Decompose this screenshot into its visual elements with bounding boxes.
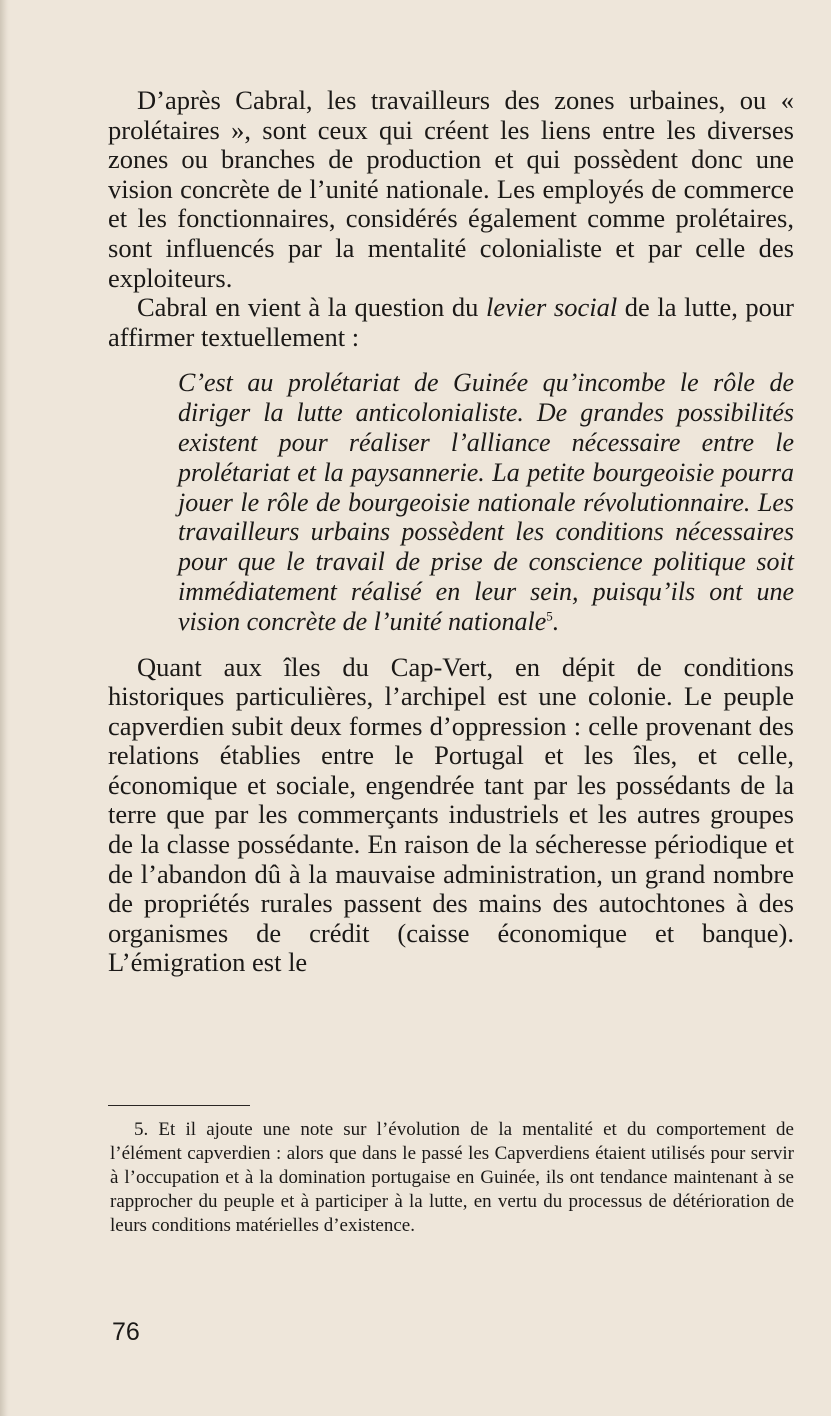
paragraph-2-emphasis: levier social: [485, 292, 618, 323]
page-body: [108, 86, 794, 978]
block-quote-text: C’est au prolétariat de Guinée qu’incombe le rôle de diriger la lutte anticolonialiste. De grandes possibilités existent pour réaliser l’alliance nécessaire entre le prolétariat et la paysannerie. La petite bourgeoisie pourra jouer le rôle de bourgeoisie nationale révolutionnaire. Les travailleurs urbains possèdent les conditions nécessaires pour que le travail de prise de conscience politique soit immédiatement réalisé en leur sein, puisqu’ils ont une vision concrète de l’unité nationale: [178, 368, 794, 636]
block-quote-end: .: [552, 606, 560, 636]
page-number: 76: [112, 1318, 140, 1346]
paragraph-2-start: Cabral en vient à la question du: [137, 292, 486, 323]
paragraph-1: D’après Cabral, les travailleurs des zones urbaines, ou « prolétaires », sont ceux qui créent les liens entre les diverses zones ou branches de production et qui possèdent donc une vision concrète de l’unité nationale. Les employés de commerce et les fonctionnaires, considérés également comme prolétaires, sont influencés par la mentalité colonialiste et par celle des exploiteurs.: [108, 85, 794, 293]
paragraph-2-end: de la lutte, pour affirmer textuellement :: [108, 292, 795, 352]
paragraph-2: [108, 293, 794, 352]
page-edge-shadow: [0, 0, 10, 1416]
block-quote: [178, 368, 794, 636]
footnote: 5. Et il ajoute une note sur l’évolution de la mentalité et du comportement de l’élément capverdien : alors que dans le passé les Capverdiens étaient utilisés pour servir à l’occupation et à la domination portugaise en Guinée, ils ont tendance maintenant à se rapprocher du peuple et à participer à la lutte, en vertu du processus de détérioration de leurs conditions matérielles d’existence.: [110, 1119, 794, 1236]
footnote-separator: [108, 1105, 250, 1106]
paragraph-3: Quant aux îles du Cap-Vert, en dépit de conditions historiques particulières, l’archipel est une colonie. Le peuple capverdien subit deux formes d’oppression : celle provenant des relations établies entre le Portugal et les îles, et celle, économique et sociale, engendrée tant par les possédants de la terre que par les commerçants industriels et les autres groupes de la classe possédante. En raison de la sécheresse périodique et de l’abandon dû à la mauvaise administration, un grand nombre de propriétés rurales passent des mains des autochtones à des organismes de crédit (caisse économique et banque). L’émigration est le: [108, 651, 794, 978]
footnote-reference: 5: [546, 608, 553, 624]
